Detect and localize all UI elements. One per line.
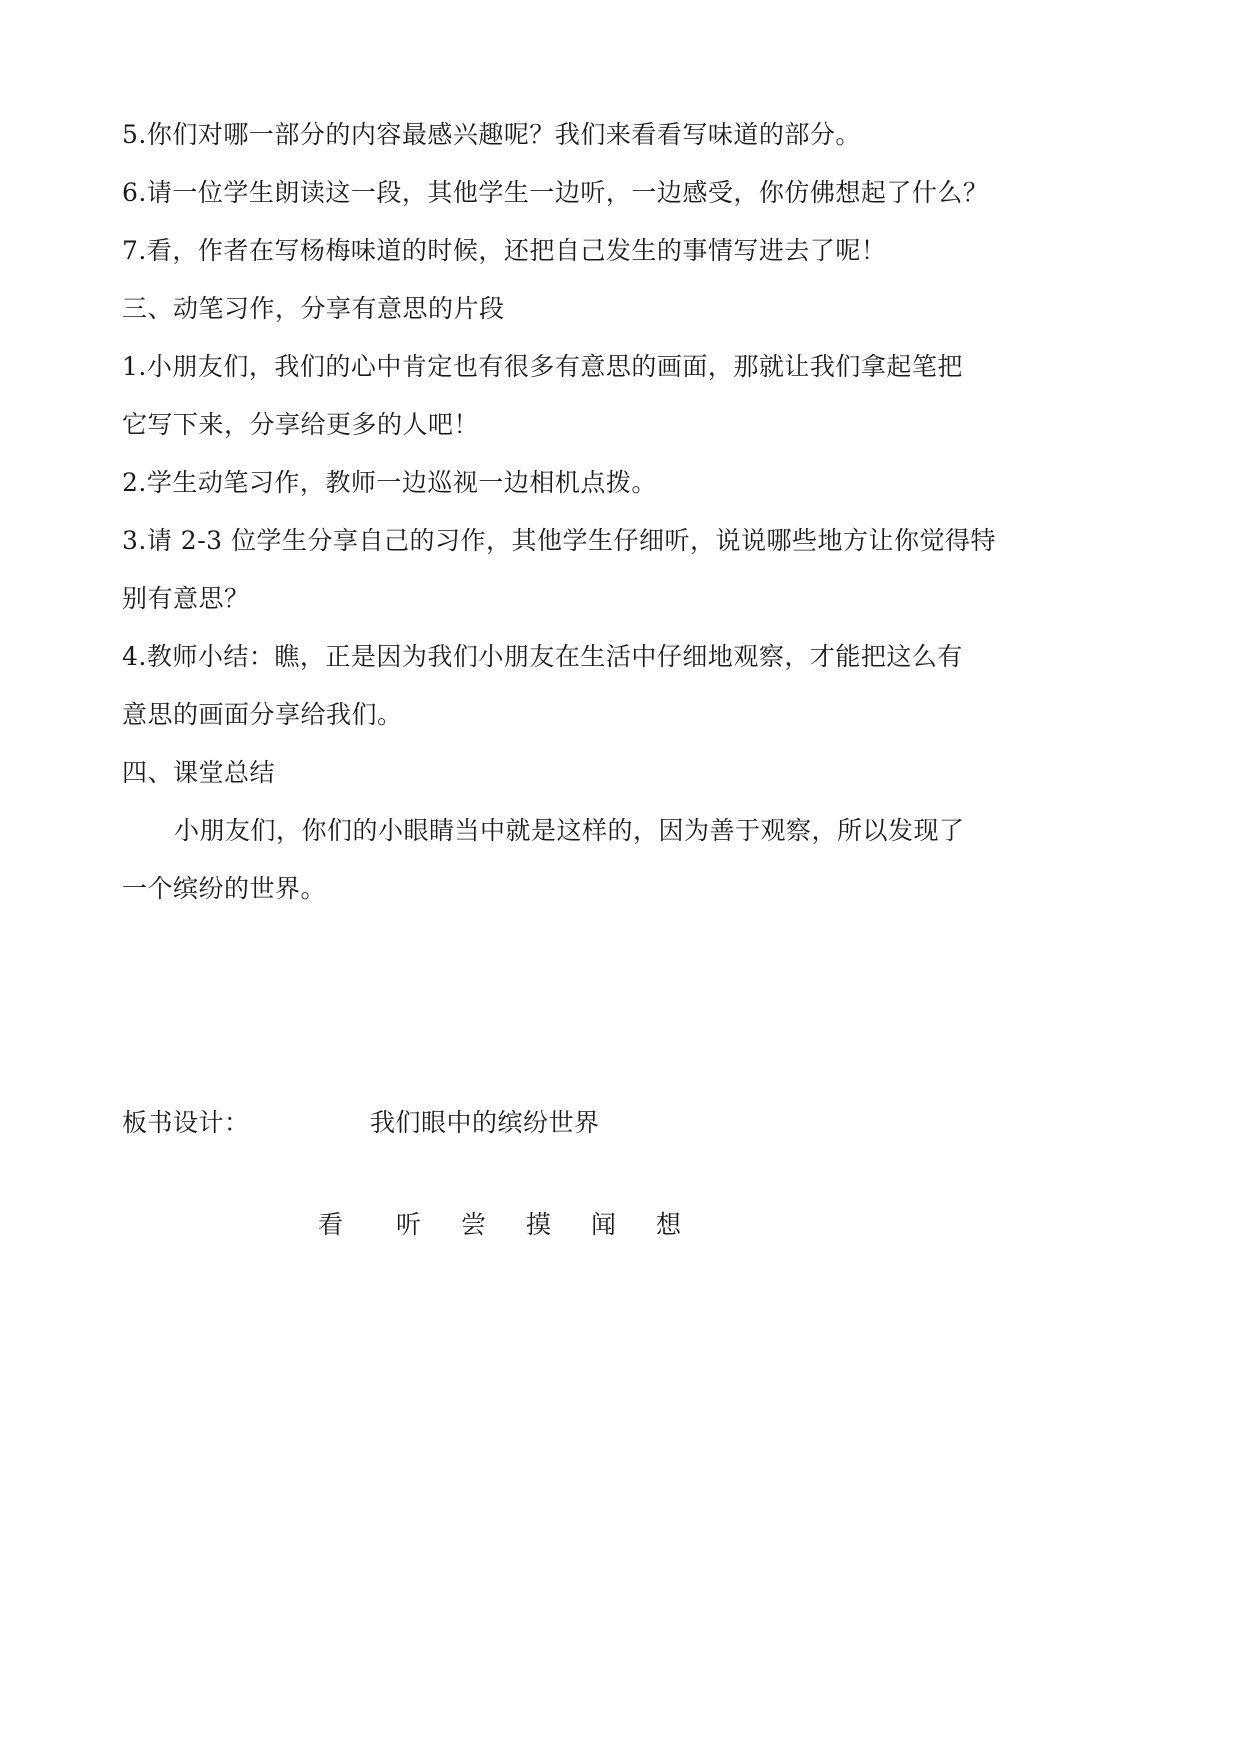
sense-taste: 尝 bbox=[461, 1210, 487, 1239]
board-design-title: 我们眼中的缤纷世界 bbox=[370, 1108, 600, 1137]
board-design-label: 板书设计： bbox=[122, 1108, 250, 1137]
paragraph-item-4-line-2: 意思的画面分享给我们。 bbox=[122, 700, 403, 729]
sense-hear: 听 bbox=[396, 1210, 422, 1239]
section-heading-4: 四、课堂总结 bbox=[122, 758, 276, 787]
section-heading-3: 三、动笔习作，分享有意思的片段 bbox=[122, 294, 505, 323]
paragraph-item-1-line-2: 它写下来，分享给更多的人吧！ bbox=[122, 410, 480, 439]
paragraph-item-5: 5.你们对哪一部分的内容最感兴趣呢？我们来看看写味道的部分。 bbox=[122, 120, 861, 149]
paragraph-item-2: 2.学生动笔习作，教师一边巡视一边相机点拨。 bbox=[122, 468, 657, 497]
sense-smell: 闻 bbox=[591, 1210, 617, 1239]
paragraph-item-1-line-1: 1.小朋友们，我们的心中肯定也有很多有意思的画面，那就让我们拿起笔把 bbox=[122, 352, 963, 381]
paragraph-item-7: 7.看，作者在写杨梅味道的时候，还把自己发生的事情写进去了呢！ bbox=[122, 236, 887, 265]
paragraph-item-4-line-1: 4.教师小结：瞧，正是因为我们小朋友在生活中仔细地观察，才能把这么有 bbox=[122, 642, 963, 671]
sense-think: 想 bbox=[656, 1210, 682, 1239]
paragraph-item-3-line-1: 3.请 2-3 位学生分享自己的习作，其他学生仔细听，说说哪些地方让你觉得特 bbox=[122, 526, 997, 555]
sense-see: 看 bbox=[318, 1210, 344, 1239]
sense-touch: 摸 bbox=[526, 1210, 552, 1239]
paragraph-item-6: 6.请一位学生朗读这一段，其他学生一边听，一边感受，你仿佛想起了什么？ bbox=[122, 178, 989, 207]
summary-line-1: 小朋友们，你们的小眼睛当中就是这样的，因为善于观察，所以发现了 bbox=[174, 816, 965, 845]
paragraph-item-3-line-2: 别有意思？ bbox=[122, 584, 250, 613]
summary-line-2: 一个缤纷的世界。 bbox=[122, 874, 327, 903]
